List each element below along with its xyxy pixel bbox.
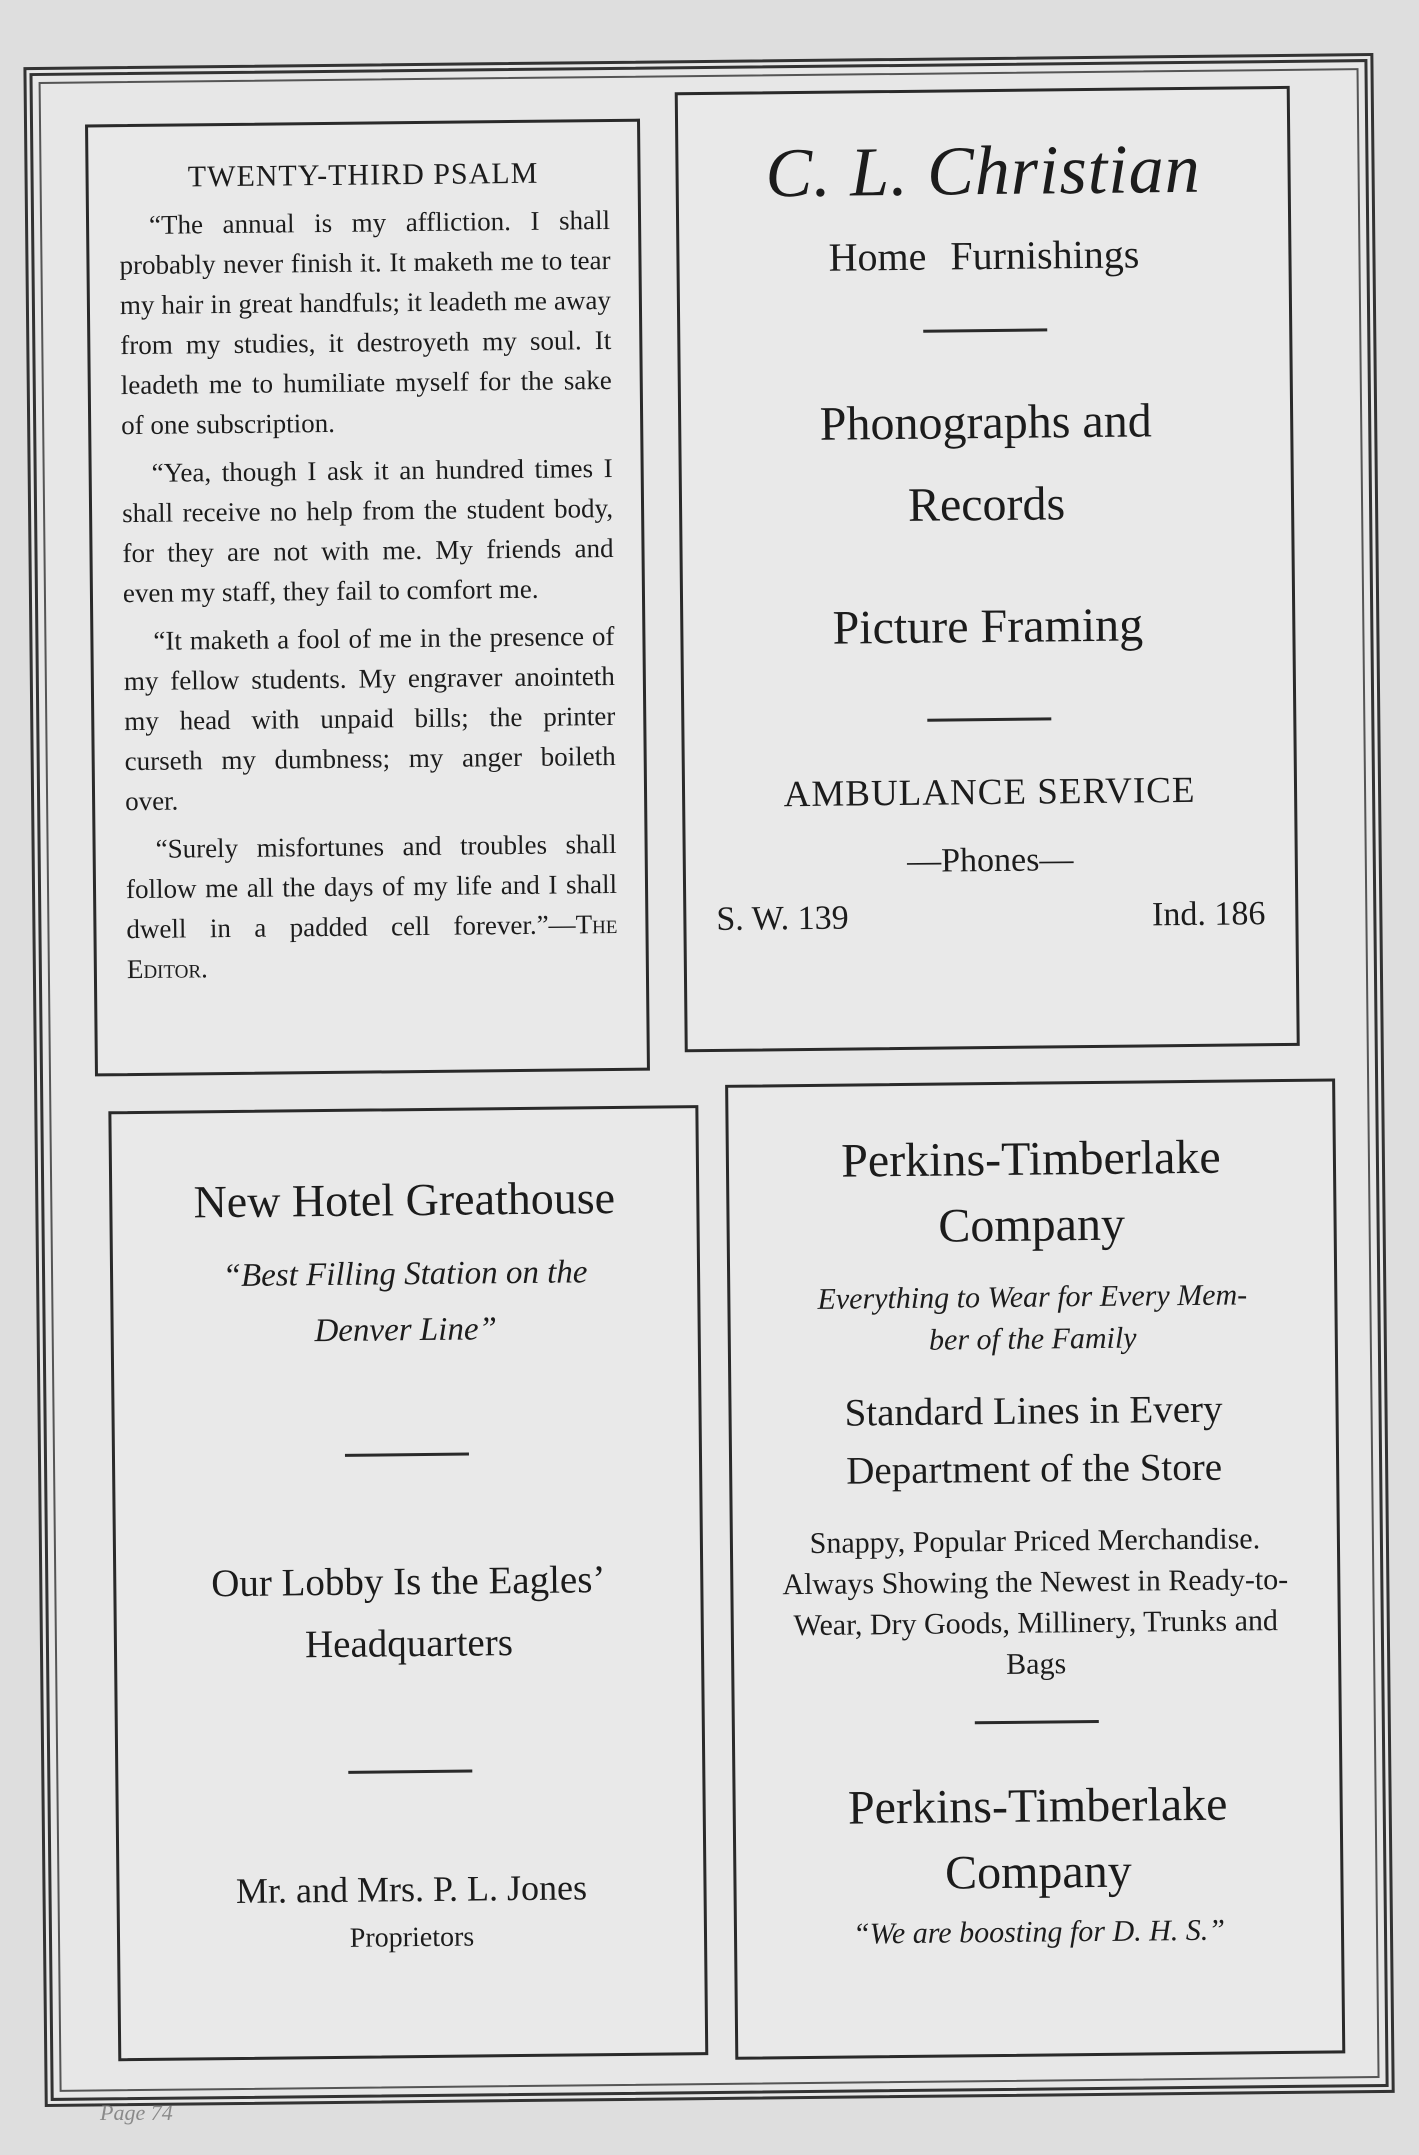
phone-sw: S. W. 139: [716, 899, 849, 938]
divider: [975, 1720, 1099, 1724]
phones-row: [716, 895, 1265, 939]
phone-ind: Ind. 186: [1151, 895, 1266, 934]
hotel-slogan: “Best Filling Station on the: [222, 1254, 588, 1295]
hotel-proprietors: Mr. and Mrs. P. L. Jones: [235, 1867, 588, 1912]
christian-line: Records: [907, 477, 1066, 532]
divider: [348, 1770, 472, 1774]
divider: [345, 1453, 469, 1457]
divider: [923, 328, 1047, 332]
hotel-ad: [108, 1105, 708, 2061]
perkins-name: Company: [937, 1197, 1126, 1253]
psalm-panel: [85, 119, 650, 1077]
perkins-lines: Department of the Store: [846, 1445, 1223, 1493]
hotel-lobby: Headquarters: [304, 1621, 514, 1667]
perkins-merchandise: Snappy, Popular Priced Merchandise. Always Showing the Newest in Ready-to-Wear, Dry Goods, Millinery, Trunks and Bags: [782, 1522, 1289, 1681]
christian-subtitle: Home Furnishings: [828, 231, 1140, 280]
page-number: Page 74: [100, 2100, 173, 2125]
christian-service: AMBULANCE SERVICE: [783, 769, 1196, 816]
psalm-paragraph: “Surely misfortunes and troubles shall follow me all the days of my life and I shall dwell in a padded cell forever.”—: [125, 828, 618, 945]
perkins-boost: “We are boosting for D. H. S.”: [852, 1913, 1226, 1951]
hotel-lobby: Our Lobby Is the Eagles’: [210, 1558, 606, 1606]
perkins-footer-name: Perkins-Timberlake: [847, 1777, 1228, 1835]
perkins-footer-name: Company: [944, 1844, 1132, 1900]
psalm-paragraph: “Yea, though I ask it an hundred times I shall receive no help from the student body, for they are not with me. My friends and even my staff, they fail to comfort me.: [121, 452, 614, 609]
perkins-ad: [725, 1078, 1345, 2059]
hotel-slogan: Denver Line”: [314, 1311, 498, 1350]
christian-name: C. L. Christian: [765, 130, 1202, 213]
perkins-tagline: Everything to Wear for Every Mem-: [817, 1278, 1248, 1316]
divider: [927, 717, 1051, 721]
hotel-name: New Hotel Greathouse: [193, 1171, 616, 1228]
psalm-title: TWENTY-THIRD PSALM: [187, 156, 539, 194]
perkins-lines: Standard Lines in Every: [844, 1387, 1223, 1435]
psalm-signature: The Editor.: [126, 908, 618, 985]
hotel-proprietors-title: Proprietors: [349, 1921, 475, 1954]
psalm-paragraph: “The annual is my affliction. I shall probably never finish it. It maketh me to tear my hair in great handfuls; it leadeth me away from my studies, it destroyeth my soul. It leadeth me to humiliate myself for the sake of one subscription.: [119, 204, 612, 441]
perkins-tagline: ber of the Family: [928, 1321, 1137, 1357]
perkins-name: Perkins-Timberlake: [840, 1130, 1221, 1188]
christian-ad: [675, 86, 1300, 1052]
phones-label: —Phones—: [906, 841, 1074, 880]
psalm-paragraph-last: [125, 824, 618, 989]
christian-line: Phonographs and: [819, 394, 1152, 451]
psalm-paragraph: “It maketh a fool of me in the presence of my fellow students. My engraver anointeth my head with unpaid bills; the printer curseth my dumbness; my anger boileth over.: [123, 620, 616, 817]
christian-line: Picture Framing: [832, 598, 1144, 655]
